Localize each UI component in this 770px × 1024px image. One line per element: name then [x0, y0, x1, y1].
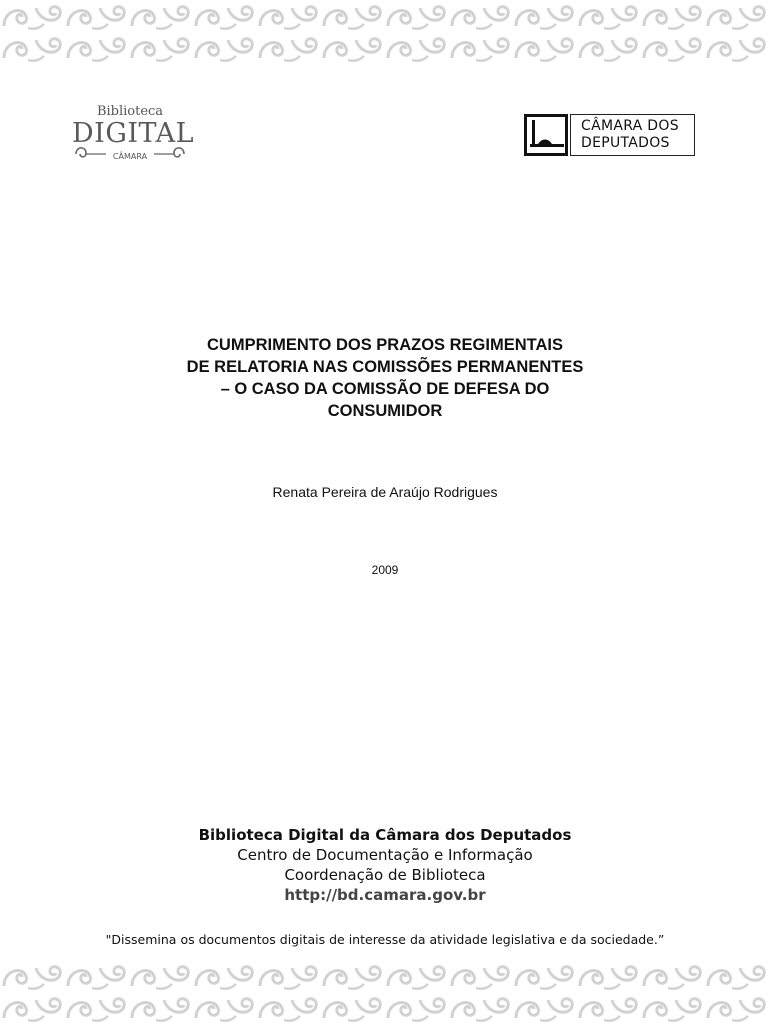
footer-url-link[interactable]: http://bd.camara.gov.br — [284, 886, 486, 904]
footer-library-name: Biblioteca Digital da Câmara dos Deputados — [198, 826, 572, 844]
title-line: DE RELATORIA NAS COMISSÕES PERMANENTES — [186, 358, 584, 376]
camara-line1: CÂMARA DOS — [581, 118, 679, 134]
bottom-ornament-band — [0, 960, 770, 1024]
publication-year: 2009 — [371, 563, 399, 577]
logo-digital-text: DIGITAL — [72, 118, 195, 149]
title-line: – O CASO DA COMISSÃO DE DEFESA DO — [220, 380, 550, 398]
camara-name-box — [570, 114, 695, 156]
footer-center-name: Centro de Documentação e Informação — [237, 846, 533, 864]
footer-coordination-name: Coordenação de Biblioteca — [284, 866, 486, 884]
logo-biblioteca-text: Biblioteca — [96, 104, 164, 119]
document-title — [100, 334, 670, 422]
biblioteca-digital-logo — [72, 104, 195, 166]
author-name: Renata Pereira de Araújo Rodrigues — [272, 484, 498, 500]
footer-quote: "Dissemina os documentos digitais de interesse da atividade legislativa e da sociedade.” — [105, 932, 665, 947]
congress-building-icon — [524, 114, 568, 156]
top-ornament-band — [0, 0, 770, 64]
library-footer — [100, 825, 670, 905]
camara-line2: DEPUTADOS — [581, 135, 670, 151]
title-line: CUMPRIMENTO DOS PRAZOS REGIMENTAIS — [207, 336, 563, 354]
title-line: CONSUMIDOR — [327, 402, 443, 420]
logo-camara-text: CÂMARA — [112, 152, 148, 161]
camara-deputados-logo — [524, 114, 695, 156]
